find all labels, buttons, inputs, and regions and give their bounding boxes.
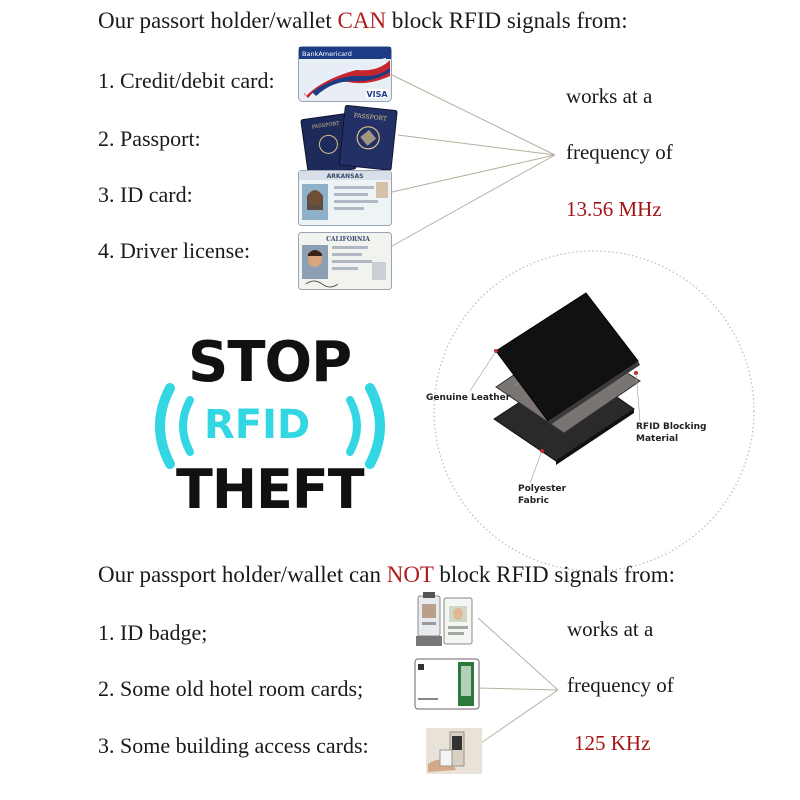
not-frequency-value: 125 KHz (574, 731, 651, 755)
not-heading-prefix: Our passport holder/wallet can (98, 562, 387, 587)
not-item-id-badge: 1. ID badge; (98, 620, 208, 645)
not-frequency-line2: frequency of (567, 673, 674, 697)
can-item-passport: 2. Passport: (98, 126, 201, 151)
can-frequency-line2: frequency of (566, 140, 673, 164)
passport-cover-text: PASSPORT (353, 112, 388, 123)
can-frequency-line1: works at a (566, 84, 653, 108)
logo-rfid-word: RFID (204, 402, 311, 448)
can-heading-emphasis: CAN (337, 8, 387, 33)
label-rfid-blocking-line1: RFID Blocking (636, 422, 707, 432)
can-item-driver-license: 4. Driver license: (98, 238, 251, 263)
material-layers-diagram (426, 251, 754, 571)
logo-theft-word: THEFT (176, 458, 364, 521)
not-heading-suffix: block RFID signals from: (433, 562, 676, 587)
svg-text:PASSPORT: PASSPORT (311, 120, 340, 131)
label-polyester-line2: Fabric (518, 496, 549, 506)
label-rfid-blocking (636, 421, 706, 445)
can-frequency-value: 13.56 MHz (566, 197, 662, 221)
driver-license-image (298, 232, 392, 290)
logo-stop-word: STOP (188, 330, 352, 395)
can-heading-suffix: block RFID signals from: (386, 8, 628, 33)
can-heading-prefix: Our passort holder/wallet (98, 8, 338, 33)
not-frequency-line1: works at a (567, 617, 654, 641)
not-heading (98, 562, 675, 588)
hotel-card-image (414, 658, 480, 710)
id-card-image (298, 170, 392, 226)
stop-rfid-theft-logo (140, 330, 400, 520)
id-badge-image (414, 592, 478, 650)
visa-logo-text: VISA (366, 90, 388, 99)
license-state: CALIFORNIA (326, 236, 370, 243)
passport-image (300, 104, 400, 172)
label-polyester-line1: Polyester (518, 484, 567, 494)
not-item-building-cards: 3. Some building access cards: (98, 733, 369, 758)
can-item-credit-card: 1. Credit/debit card: (98, 68, 275, 93)
label-rfid-blocking-line2: Material (636, 434, 679, 444)
not-heading-emphasis: NOT (386, 562, 434, 587)
can-heading (98, 8, 628, 34)
bankamericard-text: BankAmericard (302, 50, 352, 58)
building-access-card-image (426, 728, 482, 774)
label-polyester-fabric (518, 483, 566, 507)
rfid-signal-waves-icon (140, 330, 400, 520)
credit-card-image (298, 46, 392, 102)
label-genuine-leather: Genuine Leather (426, 393, 511, 403)
can-item-id-card: 3. ID card: (98, 182, 193, 207)
id-card-state: ARKANSAS (326, 173, 364, 180)
not-item-hotel-cards: 2. Some old hotel room cards; (98, 676, 364, 701)
